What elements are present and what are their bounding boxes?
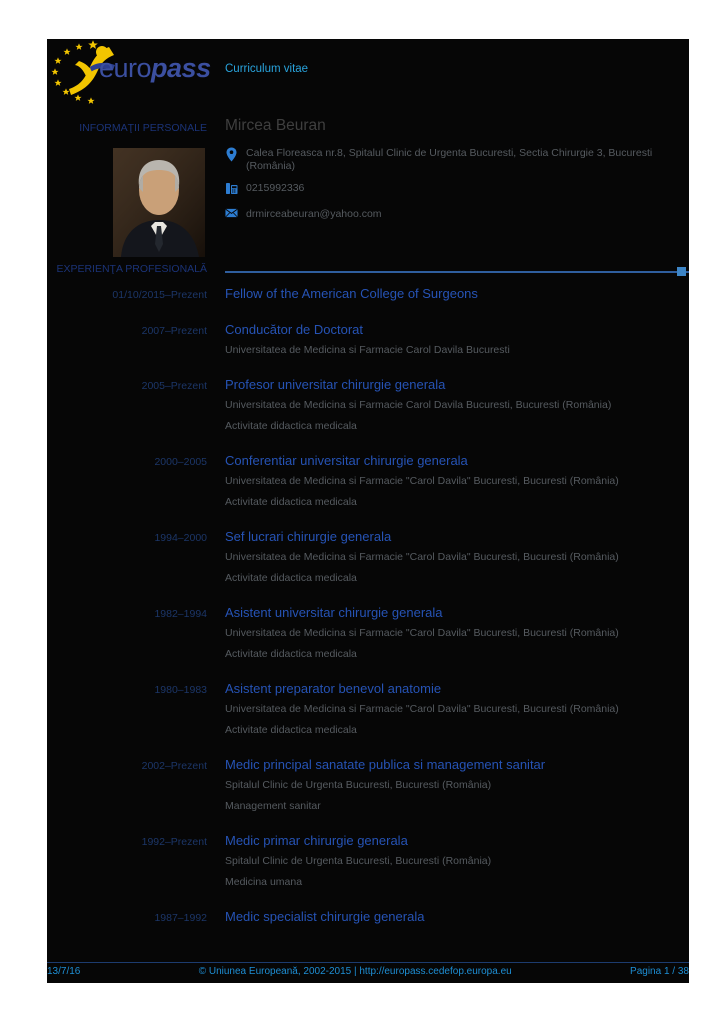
- contact-block: [225, 147, 671, 230]
- entry-organization: Universitatea de Medicina si Farmacie "Carol Davila" Bucuresti, Bucuresti (România): [225, 703, 619, 715]
- document-type-label: Curriculum vitae: [225, 63, 309, 75]
- entry-organization: Spitalul Clinic de Urgenta Bucuresti, Bucuresti (România): [225, 855, 492, 867]
- footer-page-number: Pagina 1 / 38: [630, 966, 689, 977]
- entry-title: Sef lucrari chirurgie generala: [225, 529, 392, 544]
- phone-text: 0215992336: [246, 182, 305, 194]
- cv-page: [47, 39, 689, 983]
- entry-period: 1992–Prezent: [141, 836, 207, 848]
- experience-entry: [47, 681, 689, 737]
- entry-body: [225, 322, 689, 357]
- experience-entry: [47, 757, 689, 813]
- phone-row: [225, 182, 671, 195]
- entry-organization: Universitatea de Medicina si Farmacie "Carol Davila" Bucuresti, Bucuresti (România): [225, 475, 619, 487]
- footer-copyright: © Uniunea Europeană, 2002-2015 | http://europass.cedefop.europa.eu: [198, 966, 512, 977]
- entry-title: Conducător de Doctorat: [225, 322, 364, 337]
- europass-wordmark-euro: euro: [99, 53, 152, 83]
- entry-title: Medic primar chirurgie generala: [225, 833, 408, 848]
- experience-entry: [47, 322, 689, 357]
- address-text: Calea Floreasca nr.8, Spitalul Clinic de Urgenta Bucuresti, Sectia Chirurgie 3, Bucuresti (România): [246, 147, 653, 172]
- section-label-personal: INFORMAŢII PERSONALE: [79, 122, 207, 134]
- entry-period: 1982–1994: [154, 608, 207, 620]
- location-pin-icon: [225, 147, 238, 162]
- entry-organization: Universitatea de Medicina si Farmacie Carol Davila Bucuresti: [225, 344, 510, 356]
- entry-organization: Universitatea de Medicina si Farmacie "Carol Davila" Bucuresti, Bucuresti (România): [225, 551, 619, 563]
- entry-title: Asistent universitar chirurgie generala: [225, 605, 443, 620]
- section-rule-endcap: [677, 267, 686, 276]
- entry-body: [225, 286, 689, 302]
- entry-body: [225, 909, 689, 925]
- footer: [47, 966, 689, 977]
- entry-body: [225, 529, 689, 585]
- email-row: [225, 208, 671, 221]
- entry-body: [225, 757, 689, 813]
- section-label-experience: EXPERIENŢA PROFESIONALĂ: [56, 263, 207, 275]
- entry-title: Fellow of the American College of Surgeons: [225, 286, 478, 301]
- entry-period: 1987–1992: [154, 912, 207, 924]
- entry-organization: Spitalul Clinic de Urgenta Bucuresti, Bucuresti (România): [225, 779, 492, 791]
- experience-entry: [47, 605, 689, 661]
- experience-entry: [47, 833, 689, 889]
- experience-entry: [47, 909, 689, 925]
- entry-title: Medic specialist chirurgie generala: [225, 909, 425, 924]
- email-envelope-icon: [225, 208, 238, 218]
- entry-activity: Activitate didactica medicala: [225, 496, 357, 508]
- phone-icon: [225, 182, 238, 195]
- footer-rule: [47, 962, 689, 963]
- experience-entries: [47, 286, 689, 945]
- entry-activity: Activitate didactica medicala: [225, 572, 357, 584]
- entry-body: [225, 605, 689, 661]
- email-text: drmirceabeuran@yahoo.com: [246, 208, 382, 220]
- entry-title: Asistent preparator benevol anatomie: [225, 681, 442, 696]
- entry-body: [225, 453, 689, 509]
- entry-period: 2000–2005: [154, 456, 207, 468]
- entry-period: 1994–2000: [154, 532, 207, 544]
- entry-activity: Medicina umana: [225, 876, 303, 888]
- entry-period: 2002–Prezent: [141, 760, 207, 772]
- europass-wordmark-pass: pass: [151, 53, 211, 83]
- europass-wordmark: [99, 53, 211, 84]
- footer-date: 13/7/16: [47, 966, 81, 977]
- entry-title: Conferentiar universitar chirurgie generala: [225, 453, 468, 468]
- entry-activity: Activitate didactica medicala: [225, 420, 357, 432]
- section-rule: [225, 271, 689, 273]
- entry-body: [225, 377, 689, 433]
- entry-organization: Universitatea de Medicina si Farmacie "Carol Davila" Bucuresti, Bucuresti (România): [225, 627, 619, 639]
- entry-activity: Management sanitar: [225, 800, 321, 812]
- entry-title: Medic principal sanatate publica si management sanitar: [225, 757, 546, 772]
- experience-entry: [47, 453, 689, 509]
- entry-period: 2007–Prezent: [141, 325, 207, 337]
- entry-body: [225, 681, 689, 737]
- entry-period: 2005–Prezent: [141, 380, 207, 392]
- entry-activity: Activitate didactica medicala: [225, 724, 357, 736]
- entry-title: Profesor universitar chirurgie generala: [225, 377, 446, 392]
- experience-entry: [47, 529, 689, 585]
- experience-entry: [47, 377, 689, 433]
- entry-period: 1980–1983: [154, 684, 207, 696]
- entry-period: 01/10/2015–Prezent: [112, 289, 207, 301]
- entry-body: [225, 833, 689, 889]
- entry-activity: Activitate didactica medicala: [225, 648, 357, 660]
- address-row: [225, 147, 671, 173]
- entry-organization: Universitatea de Medicina si Farmacie Carol Davila Bucuresti, Bucuresti (România): [225, 399, 612, 411]
- person-name: Mircea Beuran: [225, 117, 326, 134]
- profile-photo: [113, 148, 205, 257]
- experience-entry: [47, 286, 689, 302]
